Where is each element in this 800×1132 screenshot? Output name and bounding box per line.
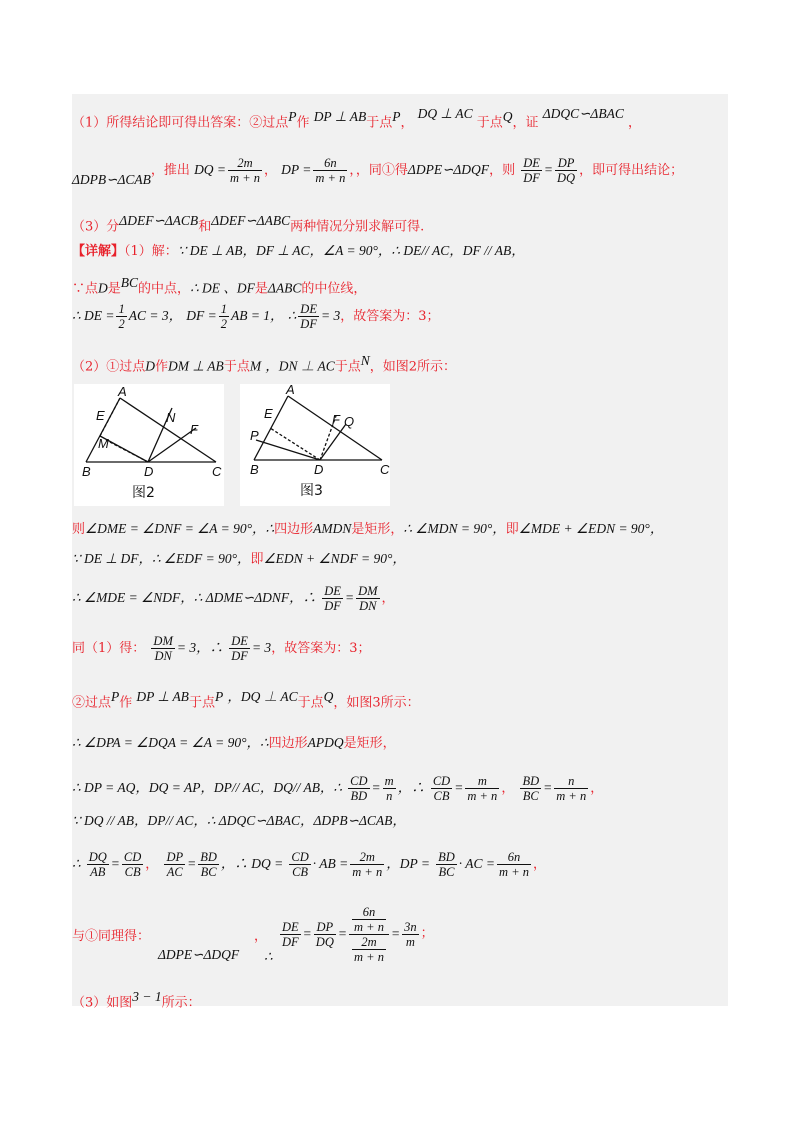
math: DQ ⊥ AC: [417, 106, 473, 122]
label-q: Q: [344, 414, 355, 429]
label-p: P: [250, 428, 259, 443]
label-b: B: [250, 462, 259, 477]
text: 作: [155, 359, 169, 375]
label-f: F: [190, 422, 198, 437]
line-11: [72, 634, 370, 663]
label-a: A: [286, 382, 295, 397]
text: （2）①过点: [72, 359, 146, 375]
math: DM ⊥ AB: [168, 358, 224, 374]
math: DP ⊥ AB: [313, 109, 367, 124]
label-b: B: [82, 464, 91, 479]
label-a: A: [118, 384, 127, 399]
text: ∵点: [72, 281, 99, 297]
text: ，即可得出结论；: [579, 163, 684, 178]
fraction: $\frac{DE}{DF}$: [300, 302, 317, 331]
math: ∵ DE ⊥ AB，DF ⊥ AC，∠A = 90°，∴ DE// AC，DF // AB，: [177, 243, 525, 258]
line-10: ∴ ∠MDE = ∠NDF，∴ ΔDME∽ΔDNF，∴ $\frac{DE}{DF}$ = $\frac{DM}{DN}$ ，: [72, 584, 395, 613]
math: Q: [323, 689, 334, 704]
text: 于点: [334, 359, 361, 375]
math: AMDN: [313, 521, 352, 536]
math: DQ =: [194, 162, 227, 177]
math: ΔDPB∽ΔCAB: [72, 172, 151, 187]
math: AC = 3，: [128, 308, 183, 323]
math: ∠DME = ∠DNF = ∠A = 90°，∴: [85, 521, 275, 536]
fraction: $\frac{DE}{DF}$: [324, 584, 341, 613]
math: M: [249, 358, 262, 374]
figure-2: [74, 384, 224, 506]
text: 于点: [366, 115, 393, 131]
fraction: $\frac{DE}{DF}$: [523, 156, 540, 185]
text: 作: [119, 695, 133, 711]
line-14: ∴ DP = AQ，DQ = AP，DP// AC，DQ// AB，∴ $\frac{CD}{BD}$ = $\frac{m}{n}$ ，∴ $\frac{CD}{CB}$ = $\frac{m}{m + n}$ ， $\frac{BD}{BC}$ = $\frac{n}{m + n}$ ，: [72, 774, 604, 803]
text: ，如图2所示：: [369, 359, 457, 375]
math: = 3: [251, 640, 272, 655]
text: （3）如图: [72, 995, 133, 1011]
label-c: C: [212, 464, 222, 479]
math: ∴ ∠DPA = ∠DQA = ∠A = 90°，∴: [72, 735, 269, 750]
math: ΔDPE∽ΔDQF: [407, 162, 490, 177]
text: ，推出: [150, 163, 190, 178]
line-18: [72, 988, 201, 1012]
line-8: [72, 520, 663, 539]
line-1: （1）所得结论即可得出答案：②过点$^P$作 $^{DP \perp AB}$于点$^P$， DQ ⊥ AC 于点$^Q$，证 ΔDQC∽ΔBAC ，: [72, 106, 641, 131]
figure-2-caption: 图2: [132, 485, 155, 501]
line-3: [72, 212, 424, 236]
text: 于点: [223, 359, 250, 375]
text: 于点: [297, 695, 324, 711]
math: ∵ DE ⊥ DF，∴ ∠EDF = 90°，: [72, 551, 251, 566]
text: ，证: [512, 115, 539, 131]
text: ，同①得: [355, 163, 408, 178]
figure-3: [240, 384, 390, 506]
line-13: [72, 734, 396, 753]
text: 四边形: [268, 736, 308, 751]
text: 是: [254, 281, 268, 297]
label-f: F: [332, 412, 340, 427]
math: Q: [502, 109, 513, 124]
math: ΔDPE∽ΔDQF: [158, 947, 240, 962]
line-2: ΔDPB∽ΔCAB，推出 DQ = $\frac{2m}{m + n}$ ， DP = $\frac{6n}{m + n}$ ，，同①得ΔDPE∽ΔDQF，则 $\frac{DE}{DF}$ = $\frac{DP}{DQ}$ ，即可得出结论；: [72, 156, 684, 187]
math: N: [360, 353, 370, 368]
math: ΔDEF∽ΔABC: [211, 213, 291, 228]
text: 与①同理得：: [72, 929, 151, 944]
line-7: [72, 352, 456, 376]
line-16: ∴ $\frac{DQ}{AB}$ = $\frac{CD}{CB}$ ， $\frac{DP}{AC}$ = $\frac{BD}{BC}$ ，∴ DQ = $\frac{CD}{CB}$ · AB = $\frac{2m}{m + n}$ ，DP = $\frac{BD}{BC}$ · AC = $\frac{6n}{m + n}$ ，: [72, 850, 547, 879]
text: 作: [296, 115, 310, 131]
text: 同（1）得：: [72, 641, 146, 656]
text: ，如图3所示：: [333, 695, 420, 711]
fraction: $\frac{6n}{m + n}$: [315, 156, 346, 185]
fraction: $\frac{DM}{DN}$: [153, 634, 173, 663]
text: ，故答案为：3；: [271, 641, 371, 656]
math: ΔDQC∽ΔBAC: [542, 106, 624, 122]
compound-fraction: $\frac{\frac{6n}{m + n}}{\frac{2m}{m + n}}$: [349, 905, 389, 964]
text: （1）所得结论即可得出答案：②过点: [72, 115, 289, 131]
math: ∴: [287, 308, 297, 323]
text: 的中点，: [138, 281, 191, 297]
math: ∠EDN + ∠NDF = 90°，: [263, 551, 406, 566]
line-4: [72, 242, 525, 261]
math: ∴ DE 、DF: [190, 280, 255, 296]
line-6: [72, 302, 440, 331]
math: ∴ DE =: [72, 308, 115, 323]
math: AB = 1，: [230, 308, 284, 323]
math: ΔABC: [267, 280, 302, 296]
math: DF =: [186, 308, 217, 323]
text: 的中位线，: [301, 281, 367, 297]
math: 3 − 1: [132, 989, 162, 1004]
text: ，则: [489, 163, 516, 178]
fraction: $\frac{1}{2}$: [220, 302, 227, 331]
text: 即: [250, 552, 264, 567]
math: P: [392, 109, 401, 124]
fraction: $\frac{DP}{DQ}$: [557, 156, 576, 185]
figure-3-caption: 图3: [300, 483, 323, 499]
label-d: D: [144, 464, 154, 479]
math: ΔDEF∽ΔACB: [119, 213, 199, 228]
text: （1）解：: [124, 244, 178, 259]
label-e: E: [96, 408, 105, 423]
math: ∴ ∠MDN = 90°，: [403, 521, 506, 536]
text: ，故答案为：3；: [340, 309, 440, 324]
line-9: [72, 550, 406, 569]
text: 是: [107, 281, 121, 297]
math: ∵ DQ // AB，DP// AC，∴ ΔDQC∽ΔBAC，ΔDPB∽ΔCAB，: [72, 813, 406, 828]
detail-heading: 【详解】: [72, 244, 125, 259]
label-e: E: [264, 406, 273, 421]
label-c: C: [380, 462, 390, 477]
fraction: $\frac{2m}{m + n}$: [230, 156, 261, 185]
math: ，DQ ⊥ AC: [227, 689, 298, 704]
text: 所示：: [161, 995, 201, 1011]
line-12: [72, 688, 420, 712]
math: BC: [120, 275, 139, 290]
label-n: N: [166, 410, 176, 425]
text: 四边形: [274, 522, 314, 537]
math: ∠MDE + ∠EDN = 90°，: [518, 521, 664, 536]
math: = 3，∴: [176, 640, 224, 655]
math: = 3: [320, 308, 341, 323]
math: D: [98, 280, 108, 296]
line-5: [72, 274, 366, 298]
solution-panel: （1）所得结论即可得出答案：②过点$^P$作 $^{DP \perp AB}$于点$^P$， DQ ⊥ AC 于点$^Q$，证 ΔDQC∽ΔBAC ， ΔDPB∽ΔCAB，推出 DQ = $\frac{2m}{m + n}$ ， DP = $\frac{6n}{m + n}$ ，，同①得ΔDPE∽ΔDQF，则 $\frac{DE}{DF}$ = $\frac{DP}{DQ}$ ，即可得出结论； （3）分$^{\Delta DEF∽\Delta ACB}$和$^{\Delta DEF∽\Delta ABC}$两种情况分别求解可得. 【详解】（1）解：∵ DE ⊥ AB，DF ⊥ AC，∠A = 90°，∴ DE// AC，DF // AB， ∵点D是$^{BC}$的中点，∴ DE 、DF是ΔABC的中位线， ∴ DE = $\frac{1}{2}$ AC = 3， DF = $\frac{1}{2}$ AB = 1， ∴ $\frac{DE}{DF}$ = 3，故答案为：3； （2）①过点D作DM ⊥ AB于点M ，DN ⊥ AC于点$^N$，如图2所示： A E M N F B D C 图2 A E P F Q B D C 图3 则∠DME = ∠DNF = ∠A = 90°，∴四边形AMDN是矩形，∴ ∠MDN = 90°，即∠MDE + ∠EDN = 90°， ∵ DE ⊥ DF，∴ ∠EDF = 90°，即∠EDN + ∠NDF = 90°， ∴ ∠MDE = ∠NDF，∴ ΔDME∽ΔDNF，∴ $\frac{DE}{DF}$ = $\frac{DM}{DN}$ ， 同（1）得： $\frac{DM}{DN}$ = 3，∴ $\frac{DE}{DF}$ = 3，故答案为：3； ②过点$^P$作 $^{DP \perp AB}$于点$^P$ $^{,DQ \perp AC}$于点$^Q$，如图3所示： ∴ ∠DPA = ∠DQA = ∠A = 90°，∴四边形APDQ是矩形， ∴ DP = AQ，DQ = AP，DP// AC，DQ// AB，∴ $\frac{CD}{BD}$ = $\frac{m}{n}$ ，∴ $\frac{CD}{CB}$ = $\frac{m}{m + n}$ ， $\frac{BD}{BC}$ = $\frac{n}{m + n}$ ， ∵ DQ // AB，DP// AC，∴ ΔDQC∽ΔBAC，ΔDPB∽ΔCAB， ∴ $\frac{DQ}{AB}$ = $\frac{CD}{CB}$ ， $\frac{DP}{AC}$ = $\frac{BD}{BC}$ ，∴ DQ = $\frac{CD}{CB}$ · AB = $\frac{2m}{m + n}$ ，DP = $\frac{BD}{BC}$ · AC = $\frac{6n}{m + n}$ ， 与①同理得： ΔDPE∽ΔDQF ， ∴ $\frac{DE}{DF}$ = $\frac{DP}{DQ}$ = $\frac{\frac{6n}{m + n}}{\frac{2m}{m + n}}$ = $\frac{3n}{m}$ ； （3）如图$^{3 - 1}$所示：: [72, 94, 728, 1006]
math: D: [145, 358, 156, 374]
line-15: [72, 812, 406, 831]
math: APDQ: [307, 735, 344, 750]
label-m: M: [98, 436, 109, 451]
math: P: [214, 689, 224, 704]
math: ∴ ∠MDE = ∠NDF，∴ ΔDME∽ΔDNF，∴: [72, 590, 317, 605]
math: DP ⊥ AB: [136, 689, 189, 704]
text: ②过点: [72, 695, 112, 711]
text: 是矩形，: [351, 522, 404, 537]
text: 于点: [476, 115, 503, 131]
text: 即: [505, 522, 519, 537]
math: ∴ DP = AQ，DQ = AP，DP// AC，DQ// AB，∴: [72, 780, 343, 795]
text: 于点: [188, 695, 215, 711]
text: 则: [72, 522, 86, 537]
math: DP =: [281, 162, 312, 177]
label-d: D: [314, 462, 324, 477]
text: 是矩形，: [343, 736, 396, 751]
math: P: [111, 689, 120, 704]
text: 和: [198, 219, 212, 235]
math: ，DN ⊥ AC: [265, 358, 335, 374]
text: 两种情况分别求解可得.: [290, 219, 425, 235]
fraction: $\frac{1}{2}$: [118, 302, 125, 331]
text: （3）分: [72, 219, 120, 235]
math: P: [288, 109, 297, 124]
fraction: $\frac{DM}{DN}$: [358, 584, 378, 613]
fraction: $\frac{DE}{DF}$: [231, 634, 248, 663]
